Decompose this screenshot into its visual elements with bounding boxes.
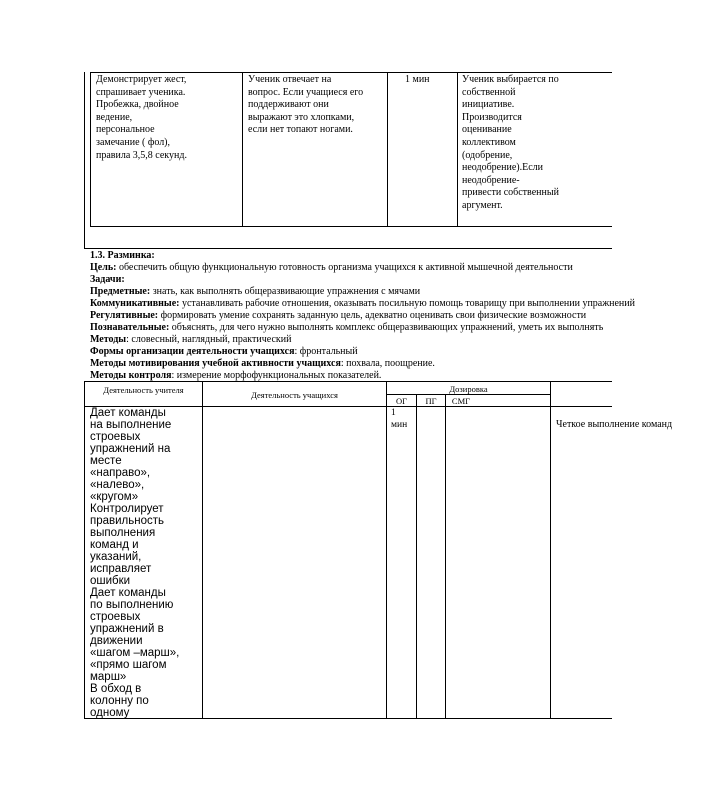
header-smg: СМГ bbox=[451, 396, 471, 406]
header-dosage: Дозировка bbox=[449, 384, 488, 394]
result-cell: Четкое выполнение команд bbox=[556, 419, 673, 430]
table-border bbox=[84, 72, 85, 248]
table-border bbox=[90, 72, 91, 226]
table-border bbox=[90, 72, 612, 73]
motivation-line: Методы мотивирования учебной активности учащихся: похвала, поощрение. bbox=[90, 358, 435, 369]
table-border bbox=[416, 394, 417, 719]
table-border bbox=[90, 226, 612, 227]
header-og: ОГ bbox=[395, 396, 408, 406]
table-border bbox=[84, 248, 612, 249]
table-border bbox=[386, 381, 387, 719]
header-pg: ПГ bbox=[425, 396, 437, 406]
table-border bbox=[387, 72, 388, 226]
communicative-line: Коммуникативные: устанавливать рабочие отношения, оказывать посильную помощь товарищу при выполнении упражнений bbox=[90, 298, 635, 309]
methods-line: Методы: словесный, наглядный, практический bbox=[90, 334, 292, 345]
table-border bbox=[445, 394, 446, 719]
result-cell: Ученик выбирается по собственной инициативе. Производится оценивание коллективом (одобрение, неодобрение).Если неодобрение- привести собственный аргумент. bbox=[462, 74, 559, 211]
subject-line: Предметные: знать, как выполнять общеразвивающие упражнения с мячами bbox=[90, 286, 421, 297]
tasks-heading: Задачи: bbox=[90, 274, 125, 285]
header-students: Деятельность учащихся bbox=[251, 390, 338, 400]
table-border bbox=[84, 381, 612, 382]
teacher-activity-cell: Демонстрирует жест, спрашивает ученика. Пробежка, двойное ведение, персональное замечание ( фол), правила 3,5,8 секунд. bbox=[96, 74, 187, 161]
og-time-cell: 1 мин bbox=[391, 408, 408, 430]
table-border bbox=[457, 72, 458, 226]
table-border bbox=[202, 381, 203, 719]
cognitive-line: Познавательные: объяснять, для чего нужно выполнять комплекс общеразвивающих упражнений, уметь их выполнять bbox=[90, 322, 604, 333]
table-border bbox=[550, 381, 551, 719]
teacher-activity-cell: Дает команды на выполнение строевых упражнений на месте «направо», «налево», «кругом» Контролирует правильность выполнения команд и указаний, исправляет ошибки Дает команды по выполнению строевых упражнений в движении «шагом –марш», «прямо шагом марш» В обход в колонну по одному bbox=[90, 407, 180, 719]
header-teacher: Деятельность учителя bbox=[103, 385, 184, 395]
time-cell: 1 мин bbox=[405, 74, 430, 85]
regulative-line: Регулятивные: формировать умение сохранять заданную цель, адекватно оценивать свои физические возможности bbox=[90, 310, 587, 321]
forms-line: Формы организации деятельности учащихся: фронтальный bbox=[90, 346, 358, 357]
student-activity-cell: Ученик отвечает на вопрос. Если учащиеся его поддерживают они выражают это хлопками, если нет топают ногами. bbox=[248, 74, 364, 136]
goal-line: Цель: обеспечить общую функциональную готовность организма учащихся к активной мышечной деятельности bbox=[90, 262, 573, 273]
table-border bbox=[386, 394, 550, 395]
table-border bbox=[242, 72, 243, 226]
section-title: 1.3. Разминка: bbox=[90, 250, 155, 261]
table-border bbox=[84, 381, 85, 719]
control-line: Методы контроля: измерение морфофункциональных показателей. bbox=[90, 370, 382, 381]
